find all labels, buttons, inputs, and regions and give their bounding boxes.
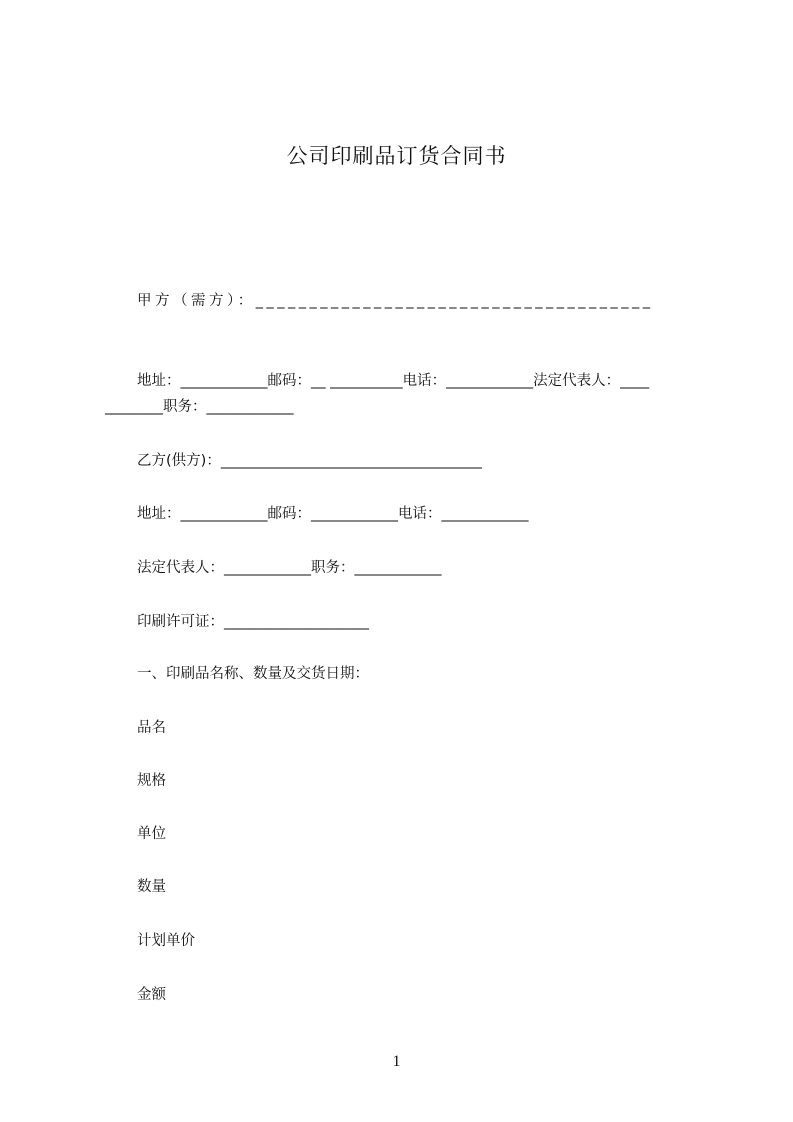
party-b-address-line: 地址：____________邮码：____________电话：____________ [137, 506, 529, 522]
item-label-quantity: 数量 [137, 879, 166, 895]
party-b-line: 乙方(供方)：____________________________________ [137, 453, 482, 469]
party-b-representative-line: 法定代表人：____________职务：____________ [137, 560, 442, 576]
party-a-line: 甲方（需方）：_____________________________________ [137, 293, 654, 309]
document-title: 公司印刷品订货合同书 [286, 144, 507, 168]
item-label-planned-unit-price: 计划单价 [137, 933, 195, 949]
item-label-unit: 单位 [137, 826, 166, 842]
printing-license-line: 印刷许可证：____________________ [137, 614, 369, 630]
item-label-product-name: 品名 [137, 720, 166, 736]
item-label-specification: 规格 [137, 773, 166, 789]
party-a-address-line: 地址：____________邮码：__ __________电话：____________法定代表人：____ ________职务：____________ [105, 373, 650, 415]
item-label-amount: 金额 [137, 987, 166, 1003]
page-number: 1 [392, 1053, 401, 1070]
section-1-heading: 一、印刷品名称、数量及交货日期： [137, 666, 369, 682]
